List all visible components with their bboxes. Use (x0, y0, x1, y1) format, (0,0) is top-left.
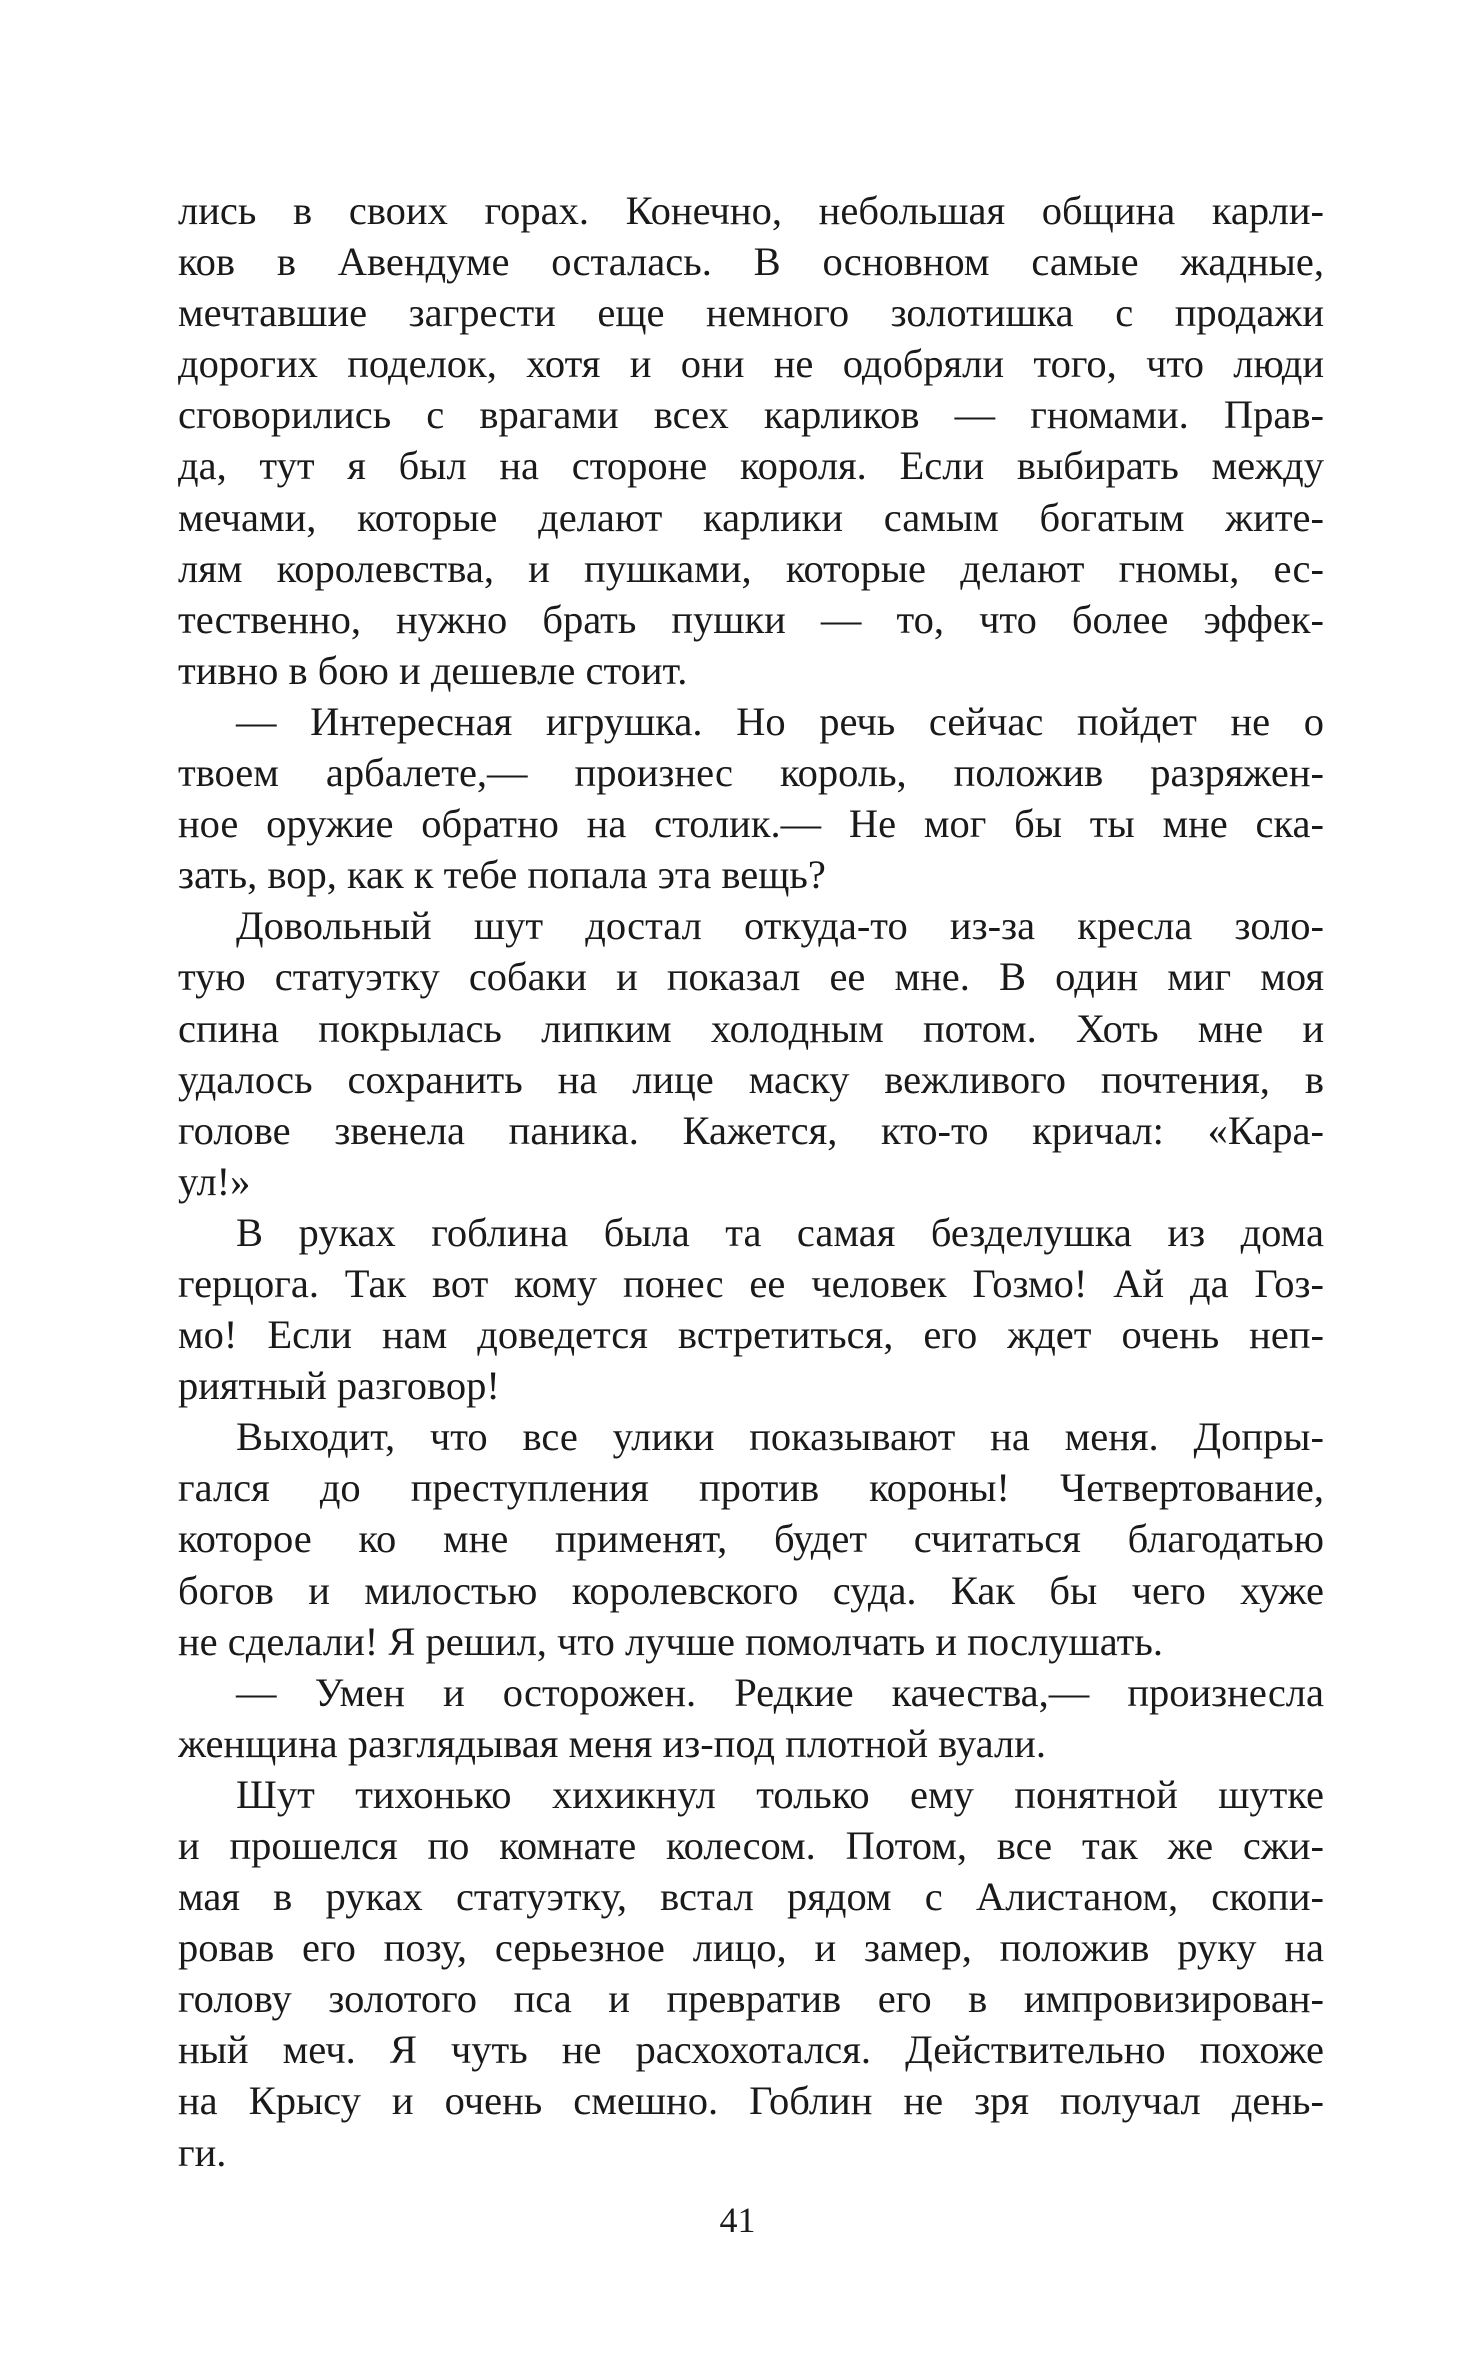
text-line: герцога. Так вот кому понес ее человек Гозмо! Ай да Гоз- (178, 1260, 1324, 1306)
text-line: Выходит, что все улики показывают на меня. Допры- (236, 1414, 1324, 1460)
text-line: тественно, нужно брать пушки — то, что более эффек- (178, 596, 1324, 642)
text-line: голову золотого пса и превратив его в импровизирован- (178, 1976, 1324, 2022)
text-line: которое ко мне применят, будет считаться благодатью (178, 1516, 1324, 1562)
text-line: ное оружие обратно на столик.— Не мог бы ты мне ска- (178, 801, 1324, 847)
text-line: тивно в бою и дешевле стоит. (178, 647, 688, 693)
text-line: зать, вор, как к тебе попала эта вещь? (178, 852, 826, 898)
text-line: богов и милостью королевского суда. Как бы чего хуже (178, 1567, 1324, 1613)
text-line: В руках гоблина была та самая безделушка из дома (236, 1209, 1324, 1255)
text-line: спина покрылась липким холодным потом. Хоть мне и (178, 1005, 1324, 1051)
text-line: — Умен и осторожен. Редкие качества,— произнесла (236, 1669, 1324, 1715)
text-line: не сделали! Я решил, что лучше помолчать и послушать. (178, 1618, 1163, 1664)
text-line: твоем арбалете,— произнес король, положив разряжен- (178, 750, 1324, 796)
text-line: тую статуэтку собаки и показал ее мне. В один миг моя (178, 954, 1324, 1000)
text-line: мая в руках статуэтку, встал рядом с Алистаном, скопи- (178, 1874, 1324, 1920)
text-line: гался до преступления против короны! Четвертование, (178, 1465, 1324, 1511)
text-line: да, тут я был на стороне короля. Если выбирать между (178, 443, 1324, 489)
book-page-text (178, 185, 1324, 2178)
text-line: — Интересная игрушка. Но речь сейчас пойдет не о (236, 698, 1324, 744)
text-line: мечами, которые делают карлики самым богатым жите- (178, 494, 1324, 540)
page-number: 41 (719, 2200, 756, 2240)
text-line: удалось сохранить на лице маску вежливого почтения, в (178, 1056, 1324, 1102)
text-line: сговорились с врагами всех карликов — гномами. Прав- (178, 392, 1324, 438)
text-line: дорогих поделок, хотя и они не одобряли того, что люди (178, 341, 1324, 387)
text-line: лись в своих горах. Конечно, небольшая община карли- (178, 188, 1324, 233)
text-line: мечтавшие загрести еще немного золотишка с продажи (178, 290, 1324, 336)
text-line: ровав его позу, серьезное лицо, и замер, положив руку на (178, 1925, 1324, 1971)
text-line: на Крысу и очень смешно. Гоблин не зря получал день- (178, 2078, 1324, 2124)
text-line: ги. (178, 2129, 227, 2175)
text-line: ный меч. Я чуть не расхохотался. Действительно похоже (178, 2027, 1324, 2073)
text-line: мо! Если нам доведется встретиться, его ждет очень неп- (178, 1312, 1324, 1358)
text-line: Довольный шут достал откуда-то из-за кресла золо- (236, 903, 1324, 949)
text-line: ул!» (178, 1158, 251, 1204)
text-line: голове звенела паника. Кажется, кто-то кричал: «Кара- (178, 1107, 1324, 1153)
text-line: ков в Авендуме осталась. В основном самые жадные, (178, 239, 1324, 285)
text-line: лям королевства, и пушками, которые делают гномы, ес- (178, 545, 1324, 591)
text-line: и прошелся по комнате колесом. Потом, все так же сжи- (178, 1823, 1324, 1868)
text-line: Шут тихонько хихикнул только ему понятной шутке (236, 1771, 1324, 1817)
text-line: риятный разговор! (178, 1363, 500, 1409)
text-line: женщина разглядывая меня из-под плотной вуали. (178, 1720, 1046, 1766)
